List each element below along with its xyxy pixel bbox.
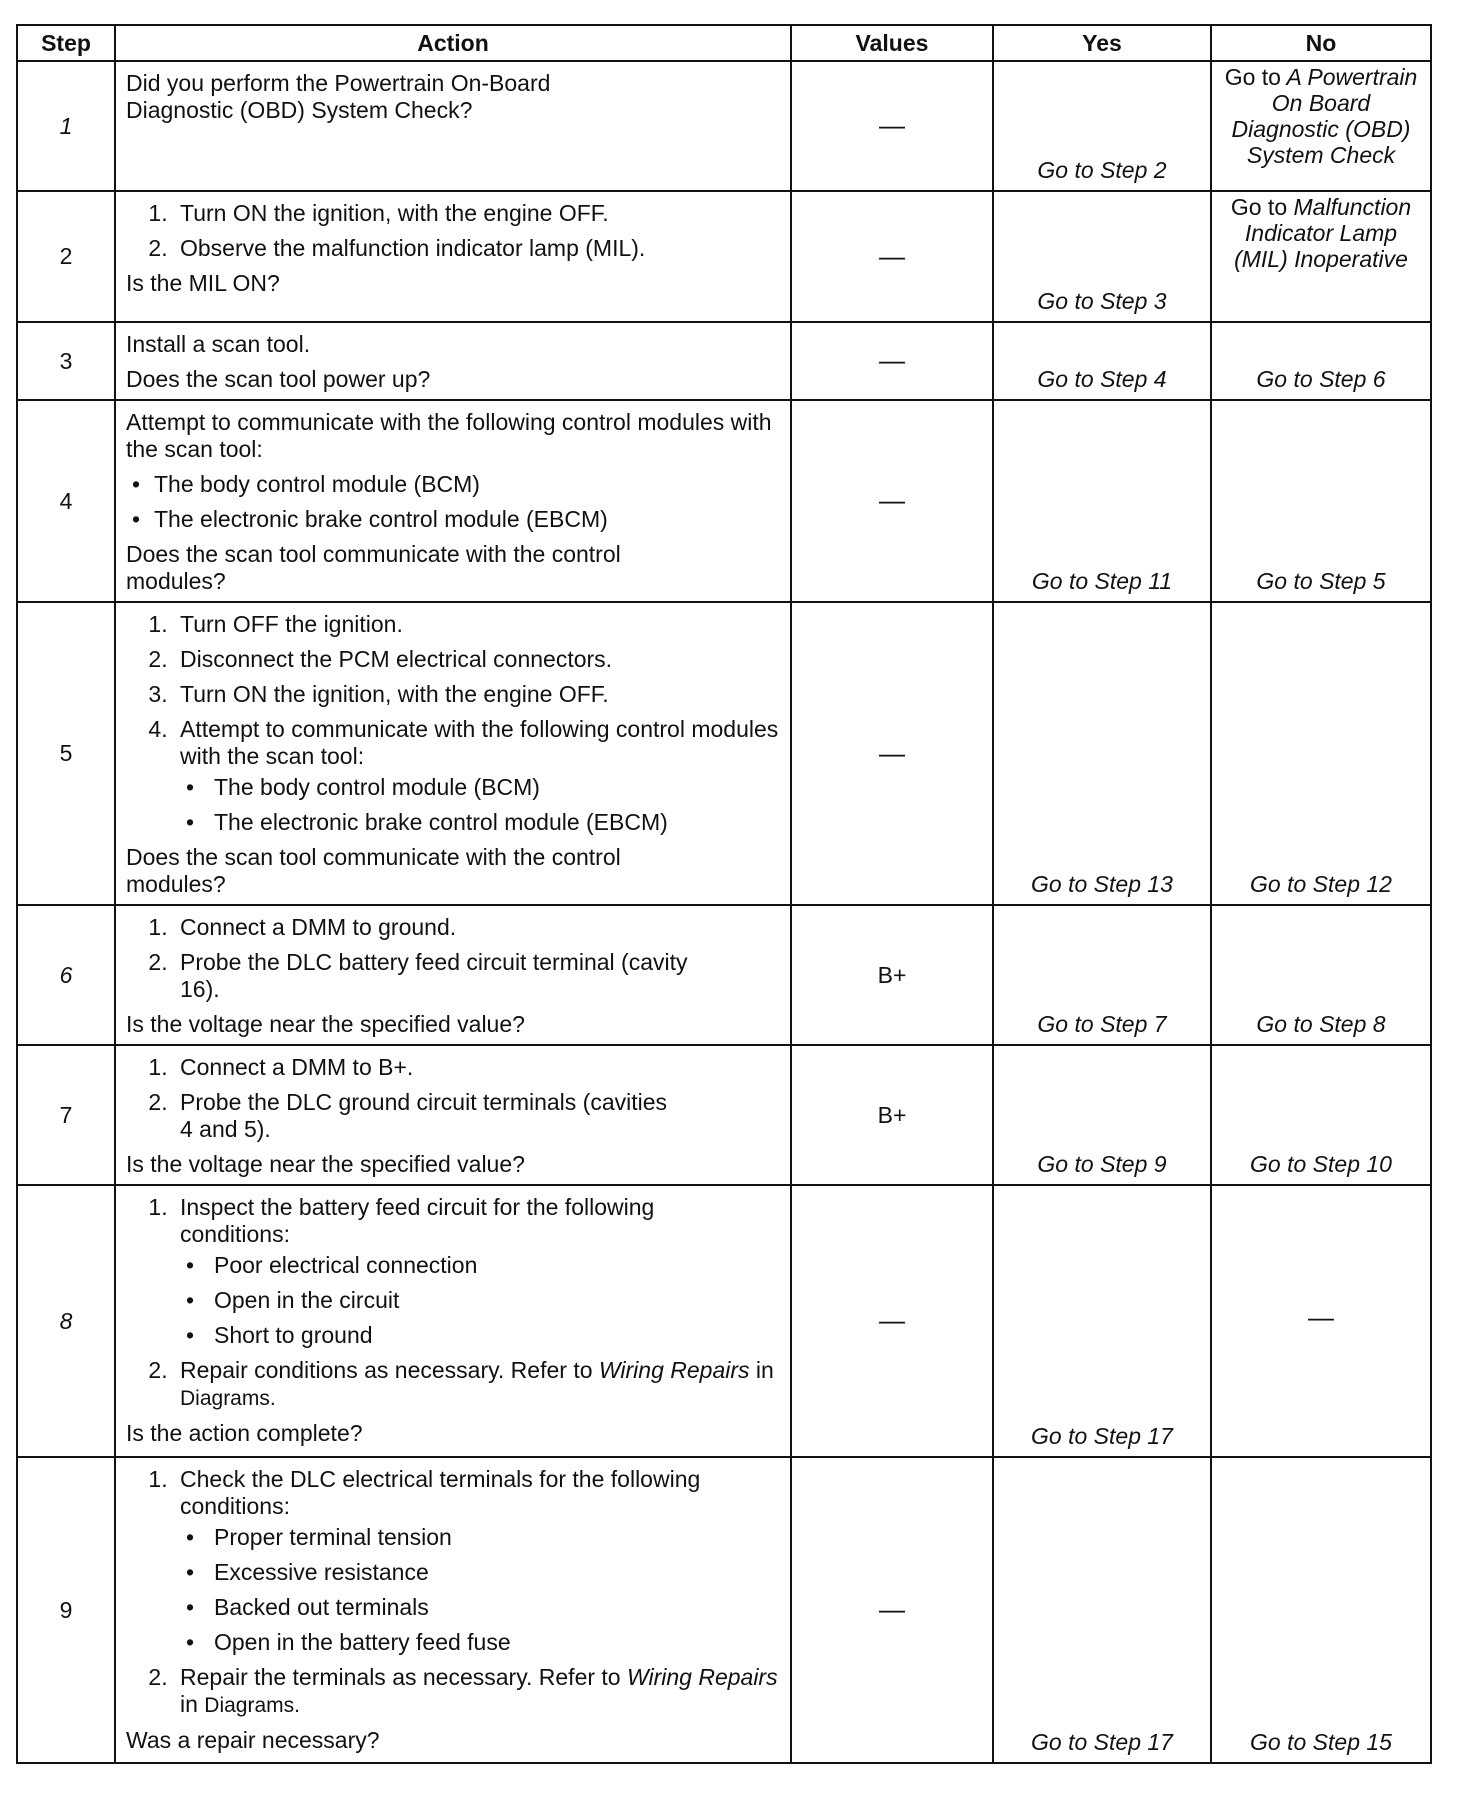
no-cell: Go to Step 8 bbox=[1211, 905, 1431, 1045]
wiring-repairs-reference: Wiring Repairs bbox=[598, 1357, 750, 1383]
action-item: 2. Observe the malfunction indicator lamp (MIL). bbox=[174, 235, 780, 262]
bullet-item: • Open in the battery feed fuse bbox=[208, 1629, 780, 1656]
in-text: in bbox=[180, 1691, 198, 1717]
values-cell bbox=[791, 400, 993, 602]
action-item-text: Attempt to communicate with the following control modules with the scan tool: bbox=[180, 716, 779, 769]
action-list bbox=[126, 1054, 780, 1143]
action-item: 1. Turn ON the ignition, with the engine OFF. bbox=[174, 200, 780, 227]
action-cell bbox=[115, 1045, 791, 1185]
question-text: Is the voltage near the specified value? bbox=[126, 1011, 525, 1037]
values-cell: B+ bbox=[791, 1045, 993, 1185]
value-text: — bbox=[879, 737, 905, 768]
step-number: 8 bbox=[17, 1185, 115, 1457]
action-cell bbox=[115, 400, 791, 602]
question-text: Does the scan tool communicate with the control modules? bbox=[126, 844, 621, 897]
table-row bbox=[17, 322, 1431, 400]
yes-cell: Go to Step 7 bbox=[993, 905, 1211, 1045]
step-number: 9 bbox=[17, 1457, 115, 1763]
no-cell bbox=[1211, 191, 1431, 322]
action-item-text: 1. Check the DLC electrical terminals for the following conditions: bbox=[180, 1466, 701, 1519]
value-text: — bbox=[879, 1305, 905, 1335]
value-text: — bbox=[879, 485, 905, 515]
action-item bbox=[174, 716, 780, 836]
wiring-repairs-reference: Wiring Repairs bbox=[626, 1664, 778, 1690]
no-cell: Go to Step 10 bbox=[1211, 1045, 1431, 1185]
table-row bbox=[17, 1457, 1431, 1763]
bullet-item: • Open in the circuit bbox=[208, 1287, 780, 1314]
question-text: Was a repair necessary? bbox=[126, 1727, 380, 1753]
action-item bbox=[174, 1664, 780, 1719]
yes-cell: Go to Step 11 bbox=[993, 400, 1211, 602]
action-cell bbox=[115, 61, 791, 191]
action-list bbox=[126, 611, 780, 836]
value-text: — bbox=[879, 1594, 905, 1624]
action-item: 3. Turn ON the ignition, with the engine OFF. bbox=[174, 681, 780, 708]
action-cell bbox=[115, 905, 791, 1045]
no-cell: Go to Step 6 bbox=[1211, 322, 1431, 400]
yes-cell: Go to Step 4 bbox=[993, 322, 1211, 400]
action-item-text: Repair conditions as necessary. Refer to bbox=[180, 1357, 593, 1383]
values-cell bbox=[791, 61, 993, 191]
header-step: Step bbox=[17, 25, 115, 61]
step-number: 3 bbox=[17, 322, 115, 400]
header-yes: Yes bbox=[993, 25, 1211, 61]
action-item bbox=[174, 1194, 780, 1349]
table-row bbox=[17, 905, 1431, 1045]
bullet-list bbox=[180, 774, 780, 836]
no-cell: Go to Step 12 bbox=[1211, 602, 1431, 905]
question-text: Is the MIL ON? bbox=[126, 270, 280, 296]
diagrams-text: Diagrams. bbox=[180, 1387, 276, 1410]
no-reference: A Powertrain On Board Diagnostic (OBD) System Check bbox=[1231, 64, 1418, 168]
action-cell bbox=[115, 602, 791, 905]
values-cell bbox=[791, 602, 993, 905]
action-cell bbox=[115, 1185, 791, 1457]
action-item-text: Repair the terminals as necessary. Refer to bbox=[180, 1664, 621, 1690]
table-row bbox=[17, 61, 1431, 191]
question-text: Did you perform the Powertrain On-Board Diagnostic (OBD) System Check? bbox=[126, 70, 551, 123]
action-list bbox=[126, 200, 780, 262]
yes-cell: Go to Step 17 bbox=[993, 1185, 1211, 1457]
values-cell bbox=[791, 191, 993, 322]
table-row bbox=[17, 191, 1431, 322]
question-text: Is the voltage near the specified value? bbox=[126, 1151, 525, 1177]
question-text: Does the scan tool power up? bbox=[126, 366, 431, 392]
action-item: 1. Connect a DMM to ground. bbox=[174, 914, 780, 941]
bullet-list bbox=[126, 471, 780, 533]
action-item: 2. Probe the DLC battery feed circuit terminal (cavity 16). bbox=[174, 949, 780, 1003]
bullet-item: • Poor electrical connection bbox=[208, 1252, 780, 1279]
question-text: Is the action complete? bbox=[126, 1420, 363, 1446]
intro-text: Attempt to communicate with the following control modules with the scan tool: bbox=[126, 409, 772, 462]
bullet-item: • The body control module (BCM) bbox=[208, 774, 780, 801]
bullet-list bbox=[180, 1524, 780, 1656]
yes-cell: Go to Step 2 bbox=[993, 61, 1211, 191]
action-item bbox=[174, 1466, 780, 1656]
header-action: Action bbox=[115, 25, 791, 61]
yes-cell: Go to Step 9 bbox=[993, 1045, 1211, 1185]
bullet-item: • The electronic brake control module (EBCM) bbox=[154, 506, 780, 533]
values-cell bbox=[791, 1457, 993, 1763]
in-text: in bbox=[755, 1357, 774, 1383]
no-cell bbox=[1211, 1185, 1431, 1457]
step-number: 2 bbox=[17, 191, 115, 322]
action-item: 1. Turn OFF the ignition. bbox=[174, 611, 780, 638]
action-cell bbox=[115, 1457, 791, 1763]
action-list bbox=[126, 914, 780, 1003]
action-item: 1. Connect a DMM to B+. bbox=[174, 1054, 780, 1081]
bullet-item: • Proper terminal tension bbox=[208, 1524, 780, 1551]
table-row bbox=[17, 602, 1431, 905]
values-cell: B+ bbox=[791, 905, 993, 1045]
yes-cell: Go to Step 13 bbox=[993, 602, 1211, 905]
intro-text: Install a scan tool. bbox=[126, 331, 311, 357]
no-prefix: Go to bbox=[1224, 64, 1281, 90]
action-item: 2. Probe the DLC ground circuit terminals (cavities 4 and 5). bbox=[174, 1089, 780, 1143]
action-item: 2. Disconnect the PCM electrical connectors. bbox=[174, 646, 780, 673]
action-list bbox=[126, 1194, 780, 1412]
yes-cell: Go to Step 17 bbox=[993, 1457, 1211, 1763]
no-reference: Malfunction Indicator Lamp (MIL) Inoperative bbox=[1234, 194, 1412, 272]
action-item-text: 1. Inspect the battery feed circuit for the following conditions: bbox=[180, 1194, 655, 1247]
header-no: No bbox=[1211, 25, 1431, 61]
value-text: — bbox=[879, 345, 905, 375]
action-cell bbox=[115, 322, 791, 400]
no-text: — bbox=[1308, 1302, 1334, 1332]
step-number: 1 bbox=[17, 61, 115, 191]
bullet-item: • Short to ground bbox=[208, 1322, 780, 1349]
no-cell: Go to Step 15 bbox=[1211, 1457, 1431, 1763]
table-row bbox=[17, 1185, 1431, 1457]
step-number: 4 bbox=[17, 400, 115, 602]
diagrams-text: Diagrams. bbox=[204, 1694, 300, 1717]
action-cell bbox=[115, 191, 791, 322]
bullet-item: • The electronic brake control module (EBCM) bbox=[208, 809, 780, 836]
table-row bbox=[17, 1045, 1431, 1185]
value-text: — bbox=[879, 240, 905, 271]
yes-cell: Go to Step 3 bbox=[993, 191, 1211, 322]
step-number: 6 bbox=[17, 905, 115, 1045]
bullet-item: • Backed out terminals bbox=[208, 1594, 780, 1621]
header-values: Values bbox=[791, 25, 993, 61]
bullet-item: • The body control module (BCM) bbox=[154, 471, 780, 498]
no-cell bbox=[1211, 61, 1431, 191]
table-row bbox=[17, 400, 1431, 602]
no-cell: Go to Step 5 bbox=[1211, 400, 1431, 602]
no-prefix: Go to bbox=[1230, 194, 1288, 220]
bullet-list bbox=[180, 1252, 780, 1349]
step-number: 7 bbox=[17, 1045, 115, 1185]
header-row bbox=[17, 25, 1431, 61]
bullet-item: • Excessive resistance bbox=[208, 1559, 780, 1586]
values-cell bbox=[791, 322, 993, 400]
action-item bbox=[174, 1357, 780, 1412]
values-cell bbox=[791, 1185, 993, 1457]
value-text: — bbox=[879, 110, 905, 140]
action-list bbox=[126, 1466, 780, 1719]
diagnostic-table bbox=[16, 24, 1432, 1764]
step-number: 5 bbox=[17, 602, 115, 905]
question-text: Does the scan tool communicate with the control modules? bbox=[126, 541, 621, 594]
